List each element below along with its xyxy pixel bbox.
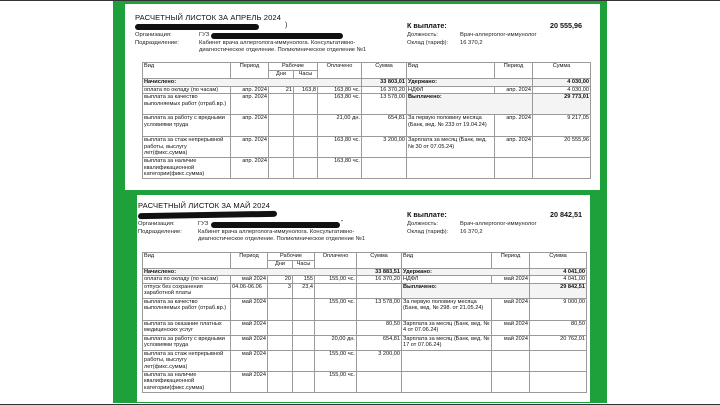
payment-period: апр. 2024: [495, 115, 533, 137]
row-days: [269, 137, 294, 158]
payment-kind: Зарплата за месяц (Банк, вед. № 30 от 07.05.24): [407, 137, 495, 158]
table-row: [143, 283, 587, 298]
table-row: [143, 350, 587, 371]
ndfl-period: май 2024: [492, 276, 530, 284]
row-paid: [315, 320, 357, 335]
row-days: [269, 94, 294, 115]
withheld-total: 4 041,00: [530, 268, 587, 276]
empty-cell: [492, 350, 530, 371]
row-period: май 2024: [231, 371, 268, 392]
table-row: [143, 94, 591, 115]
header-kind-right: Вид: [407, 63, 495, 79]
dept-label: Подразделение:: [138, 229, 182, 235]
paid-out-label: Выплачено:: [407, 94, 533, 115]
empty-cell: [530, 371, 587, 392]
row-paid: 155,00 чс.: [315, 298, 357, 320]
row-hours: [293, 298, 315, 320]
header-sum: Сумма: [357, 253, 402, 269]
row-period: май 2024: [231, 335, 268, 350]
header-working: Рабочие: [269, 63, 318, 71]
row-paid: 163,80 чс.: [318, 158, 362, 179]
payment-sum: 20 555,96: [533, 137, 591, 158]
header-paid: Оплачено: [315, 253, 357, 269]
position-label: Должность:: [407, 32, 438, 38]
row-paid: 163,80 чс.: [318, 137, 362, 158]
paid-out-total: 29 773,01: [533, 94, 591, 115]
row-paid: 155,00 чс.: [315, 371, 357, 392]
empty-cell: [402, 350, 492, 371]
row-kind: выплата за работу с вредными условиями труда: [143, 115, 231, 137]
accrued-total: 33 803,01: [362, 79, 407, 87]
dept-value: Кабинет врача аллерголога-иммунолога. Консультативно-диагностическое отделение. Поликлиническое отделение №1: [199, 40, 367, 53]
row-sum: [357, 283, 402, 298]
row-days: [268, 320, 293, 335]
ndfl-sum: 4 030,00: [533, 86, 591, 94]
header-working: Рабочие: [268, 253, 315, 261]
row-period: апр. 2024: [231, 115, 269, 137]
row-hours: [293, 335, 315, 350]
row-period: май 2024: [231, 276, 268, 284]
salary-value: 16 370,2: [460, 40, 483, 46]
table-row: [143, 335, 587, 350]
payment-period: апр. 2024: [495, 137, 533, 158]
row-sum: 13 578,00: [362, 94, 407, 115]
payment-sum: 20 762,01: [530, 335, 587, 350]
ndfl-sum: 4 041,00: [530, 276, 587, 284]
ndfl-kind: НДФЛ: [402, 276, 492, 284]
row-hours: [293, 350, 315, 371]
row-kind: выплата за качество выполняемых работ (отраб.вр.): [143, 94, 231, 115]
row-days: 20: [268, 276, 293, 284]
row-period: апр. 2024: [231, 137, 269, 158]
header-period: Период: [231, 253, 268, 269]
redacted-name: [138, 211, 277, 219]
row-period: 04.06-06.06: [231, 283, 268, 298]
salary-label: Оклад (тариф):: [407, 229, 449, 235]
row-hours: [294, 115, 318, 137]
row-kind: выплата за наличие квалификационной категории(фикс.сумма): [143, 158, 231, 179]
row-kind: выплата за стаж непрерывной работы, выслугу лет(фикс.сумма): [143, 137, 231, 158]
row-paid: 163,80 чс.: [318, 94, 362, 115]
row-kind: выплата за качество выполняемых работ (отраб.вр.): [143, 298, 231, 320]
table-row: [143, 86, 591, 94]
ndfl-kind: НДФЛ: [407, 86, 495, 94]
row-hours: 163,8: [294, 86, 318, 94]
position-label: Должность:: [407, 221, 438, 227]
table-row: [143, 115, 591, 137]
row-sum: [357, 371, 402, 392]
row-days: 3: [268, 283, 293, 298]
row-kind: оплата по окладу (по часам): [143, 276, 231, 284]
row-kind: отпуск без сохранения заработной платы: [143, 283, 231, 298]
row-kind: выплата за наличие квалификационной категории(фикс.сумма): [143, 371, 231, 392]
withheld-total: 4 030,00: [533, 79, 591, 87]
row-hours: [294, 158, 318, 179]
header-sum-right: Сумма: [533, 63, 591, 79]
position-value: Врач-аллерголог-иммунолог: [460, 221, 537, 227]
row-paid: 20,00 дн.: [315, 335, 357, 350]
row-kind: выплата за стаж непрерывной работы, выслугу лет(фикс.сумма): [143, 350, 231, 371]
org-label: Организация:: [138, 221, 175, 227]
dept-value: Кабинет врача аллерголога-иммунолога. Консультативно-диагностическое отделение. Поликлиническое отделение №1: [198, 229, 366, 242]
pay-value: 20 842,51: [550, 210, 582, 219]
org-label: Организация:: [135, 32, 172, 38]
row-paid: 155,00 чс.: [315, 276, 357, 284]
table-row: [143, 276, 587, 284]
header-paid: Оплачено: [318, 63, 362, 79]
pay-label: К выплате:: [407, 21, 447, 30]
position-value: Врач-аллерголог-иммунолог: [460, 32, 537, 38]
row-period: май 2024: [231, 350, 268, 371]
row-sum: 3 200,00: [362, 137, 407, 158]
payslip-may: [137, 195, 590, 402]
header-sum: Сумма: [362, 63, 407, 79]
row-days: 21: [269, 86, 294, 94]
row-days: [268, 371, 293, 392]
salary-value: 16 370,2: [460, 229, 483, 235]
redacted-org: [211, 33, 343, 39]
payment-kind: Зарплата за месяц (Банк, вед. № 4 от 07.06.24): [402, 320, 492, 335]
accrued-label: Начислено:: [143, 79, 362, 87]
ndfl-period: апр. 2024: [495, 86, 533, 94]
header-kind-right: Вид: [402, 253, 492, 269]
row-period: май 2024: [231, 298, 268, 320]
row-sum: 16 370,20: [362, 86, 407, 94]
row-sum: 80,50: [357, 320, 402, 335]
row-hours: [293, 371, 315, 392]
header-kind: Вид: [143, 253, 231, 269]
row-sum: [362, 158, 407, 179]
row-days: [269, 115, 294, 137]
payslip-table: [142, 62, 591, 179]
row-period: май 2024: [231, 320, 268, 335]
header-period-right: Период: [495, 63, 533, 79]
salary-label: Оклад (тариф):: [407, 40, 449, 46]
payment-period: май 2024: [492, 298, 530, 320]
row-days: [268, 335, 293, 350]
header-kind: Вид: [143, 63, 231, 79]
withheld-label: Удержано:: [407, 79, 533, 87]
header-period-right: Период: [492, 253, 530, 269]
row-days: [268, 350, 293, 371]
row-period: апр. 2024: [231, 158, 269, 179]
payment-kind: За первую половину месяца (Банк, вед. № 233 от 19.04.24): [407, 115, 495, 137]
table-row: [143, 137, 591, 158]
empty-cell: [402, 371, 492, 392]
row-kind: выплата за оказание платных медицинских услуг: [143, 320, 231, 335]
row-period: апр. 2024: [231, 86, 269, 94]
header-period: Период: [231, 63, 269, 79]
row-paid: 21,00 дн.: [318, 115, 362, 137]
table-row: [143, 371, 587, 392]
header-hours: Часы: [293, 261, 315, 269]
row-kind: оплата по окладу (по часам): [143, 86, 231, 94]
org-value: ГУЗ: [198, 221, 209, 227]
row-hours: 155: [293, 276, 315, 284]
header-hours: Часы: [294, 71, 318, 79]
slip-title: РАСЧЕТНЫЙ ЛИСТОК ЗА МАЙ 2024: [138, 201, 271, 210]
empty-cell: [533, 158, 591, 179]
pay-value: 20 555,96: [550, 21, 582, 30]
row-hours: [294, 137, 318, 158]
empty-cell: [407, 158, 495, 179]
accrued-total: 33 883,51: [357, 268, 402, 276]
org-suffix: ": [341, 220, 344, 226]
row-period: апр. 2024: [231, 94, 269, 115]
accrued-label: Начислено:: [143, 268, 357, 276]
redacted-name: [135, 24, 259, 30]
header-days: Дни: [269, 71, 294, 79]
empty-cell: [530, 350, 587, 371]
withheld-label: Удержано:: [402, 268, 530, 276]
header-sum-right: Сумма: [530, 253, 587, 269]
table-row: [143, 158, 591, 179]
row-sum: 654,81: [357, 335, 402, 350]
paid-out-label: Выплачено:: [402, 283, 530, 298]
row-sum: 13 578,00: [357, 298, 402, 320]
row-paid: 163,80 чс.: [318, 86, 362, 94]
row-sum: 3 200,00: [357, 350, 402, 371]
header-days: Дни: [268, 261, 293, 269]
row-sum: 654,81: [362, 115, 407, 137]
row-paid: [315, 283, 357, 298]
row-kind: выплата за работу с вредными условиями труда: [143, 335, 231, 350]
payment-sum: 9 000,00: [530, 298, 587, 320]
empty-cell: [492, 371, 530, 392]
payment-sum: 9 217,05: [533, 115, 591, 137]
org-value: ГУЗ: [199, 32, 210, 38]
slip-title: РАСЧЕТНЫЙ ЛИСТОК ЗА АПРЕЛЬ 2024: [135, 13, 282, 22]
paid-out-total: 29 842,51: [530, 283, 587, 298]
table-row: [143, 320, 587, 335]
redacted-org: [211, 222, 340, 228]
row-hours: 23,4: [293, 283, 315, 298]
payslip-table: [142, 252, 587, 393]
table-row: [143, 298, 587, 320]
payslip-april: [125, 4, 600, 190]
row-sum: 16 370,20: [357, 276, 402, 284]
payment-period: май 2024: [492, 320, 530, 335]
pay-label: К выплате:: [407, 210, 447, 219]
name-suffix: ): [285, 22, 288, 29]
payment-sum: 80,50: [530, 320, 587, 335]
payment-kind: Зарплата за месяц (Банк, вед. № 17 от 07.06.24): [402, 335, 492, 350]
row-hours: [293, 320, 315, 335]
row-days: [269, 158, 294, 179]
payment-period: май 2024: [492, 335, 530, 350]
row-hours: [294, 94, 318, 115]
dept-label: Подразделение:: [135, 40, 179, 46]
row-days: [268, 298, 293, 320]
payment-kind: За первую половину месяца (Банк, вед. № 298. от 21.05.24): [402, 298, 492, 320]
row-paid: 155,00 чс.: [315, 350, 357, 371]
empty-cell: [495, 158, 533, 179]
